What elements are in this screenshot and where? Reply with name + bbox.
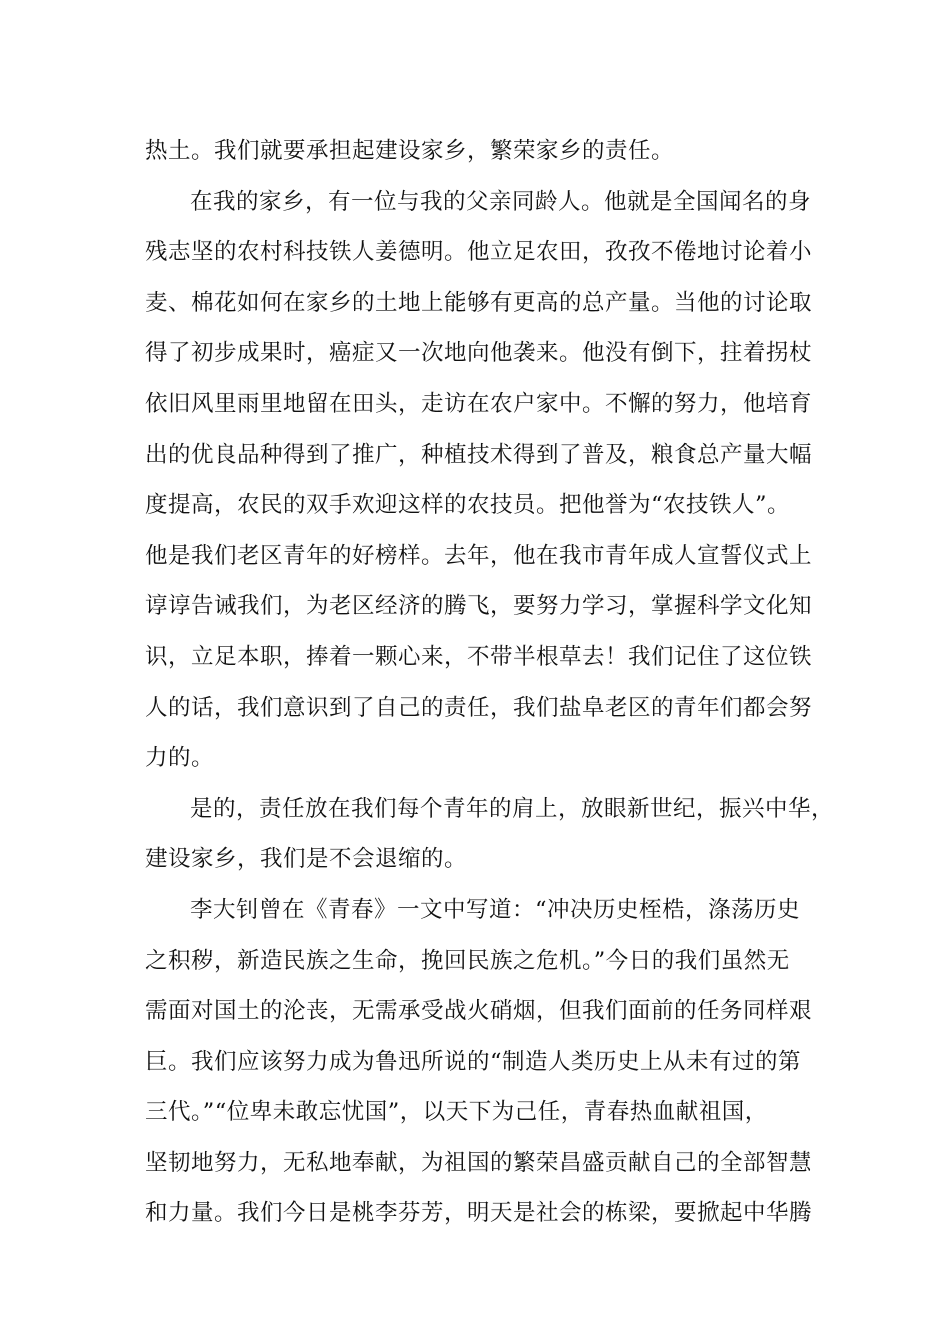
text-line: 之积秽，新造民族之生命，挽回民族之危机。”今日的我们虽然无 [145,947,790,974]
text-line: 依旧风里雨里地留在田头，走访在农户家中。不懈的努力，他培育 [145,390,813,417]
text-line: 热土。我们就要承担起建设家乡，繁荣家乡的责任。 [145,138,675,164]
text-line: 他是我们老区青年的好榜样。去年，他在我市青年成人宣誓仪式上 [145,542,813,569]
text-line: 和力量。我们今日是桃李芬芳，明天是社会的栋梁，要掀起中华腾 [145,1200,813,1227]
text-line: 识，立足本职，捧着一颗心来，不带半根草去！我们记住了这位铁 [145,643,813,670]
text-line: 出的优良品种得到了推广，种植技术得到了普及，粮食总产量大幅 [145,441,813,468]
text-line: 力的。 [145,745,215,772]
document-body [145,126,835,1239]
text-line: 残志坚的农村科技铁人姜德明。他立足农田，孜孜不倦地讨论着小 [145,239,813,266]
text-line: 建设家乡，我们是不会退缩的。 [145,846,468,873]
paragraph-start-line: 在我的家乡，有一位与我的父亲同龄人。他就是全国闻名的身 [190,188,812,215]
text-line: 巨。我们应该努力成为鲁迅所说的“制造人类历史上从未有过的第 [145,1048,802,1075]
text-line: 需面对国土的沦丧，无需承受战火硝烟，但我们面前的任务同样艰 [145,998,813,1025]
paragraph-start-line: 是的，责任放在我们每个青年的肩上，放眼新世纪，振兴中华， [190,795,835,822]
text-line: 三代。”“位卑未敢忘忧国”，以天下为己任，青春热血献祖国， [145,1099,768,1126]
text-line: 麦、棉花如何在家乡的土地上能够有更高的总产量。当他的讨论取 [145,289,813,316]
text-line: 坚韧地努力，无私地奉献，为祖国的繁荣昌盛贡献自己的全部智慧 [145,1149,813,1176]
text-line: 得了初步成果时，癌症又一次地向他袭来。他没有倒下，拄着拐杖 [145,340,813,367]
paragraph-start-line: 李大钊曾在《青春》一文中写道：“冲决历史桎梏，涤荡历史 [190,896,801,923]
text-line: 谆谆告诫我们，为老区经济的腾飞，要努力学习，掌握科学文化知 [145,593,813,620]
text-line: 人的话，我们意识到了自己的责任，我们盐阜老区的青年们都会努 [145,694,813,721]
text-line: 度提高，农民的双手欢迎这样的农技员。把他誉为“农技铁人”。 [145,492,791,519]
